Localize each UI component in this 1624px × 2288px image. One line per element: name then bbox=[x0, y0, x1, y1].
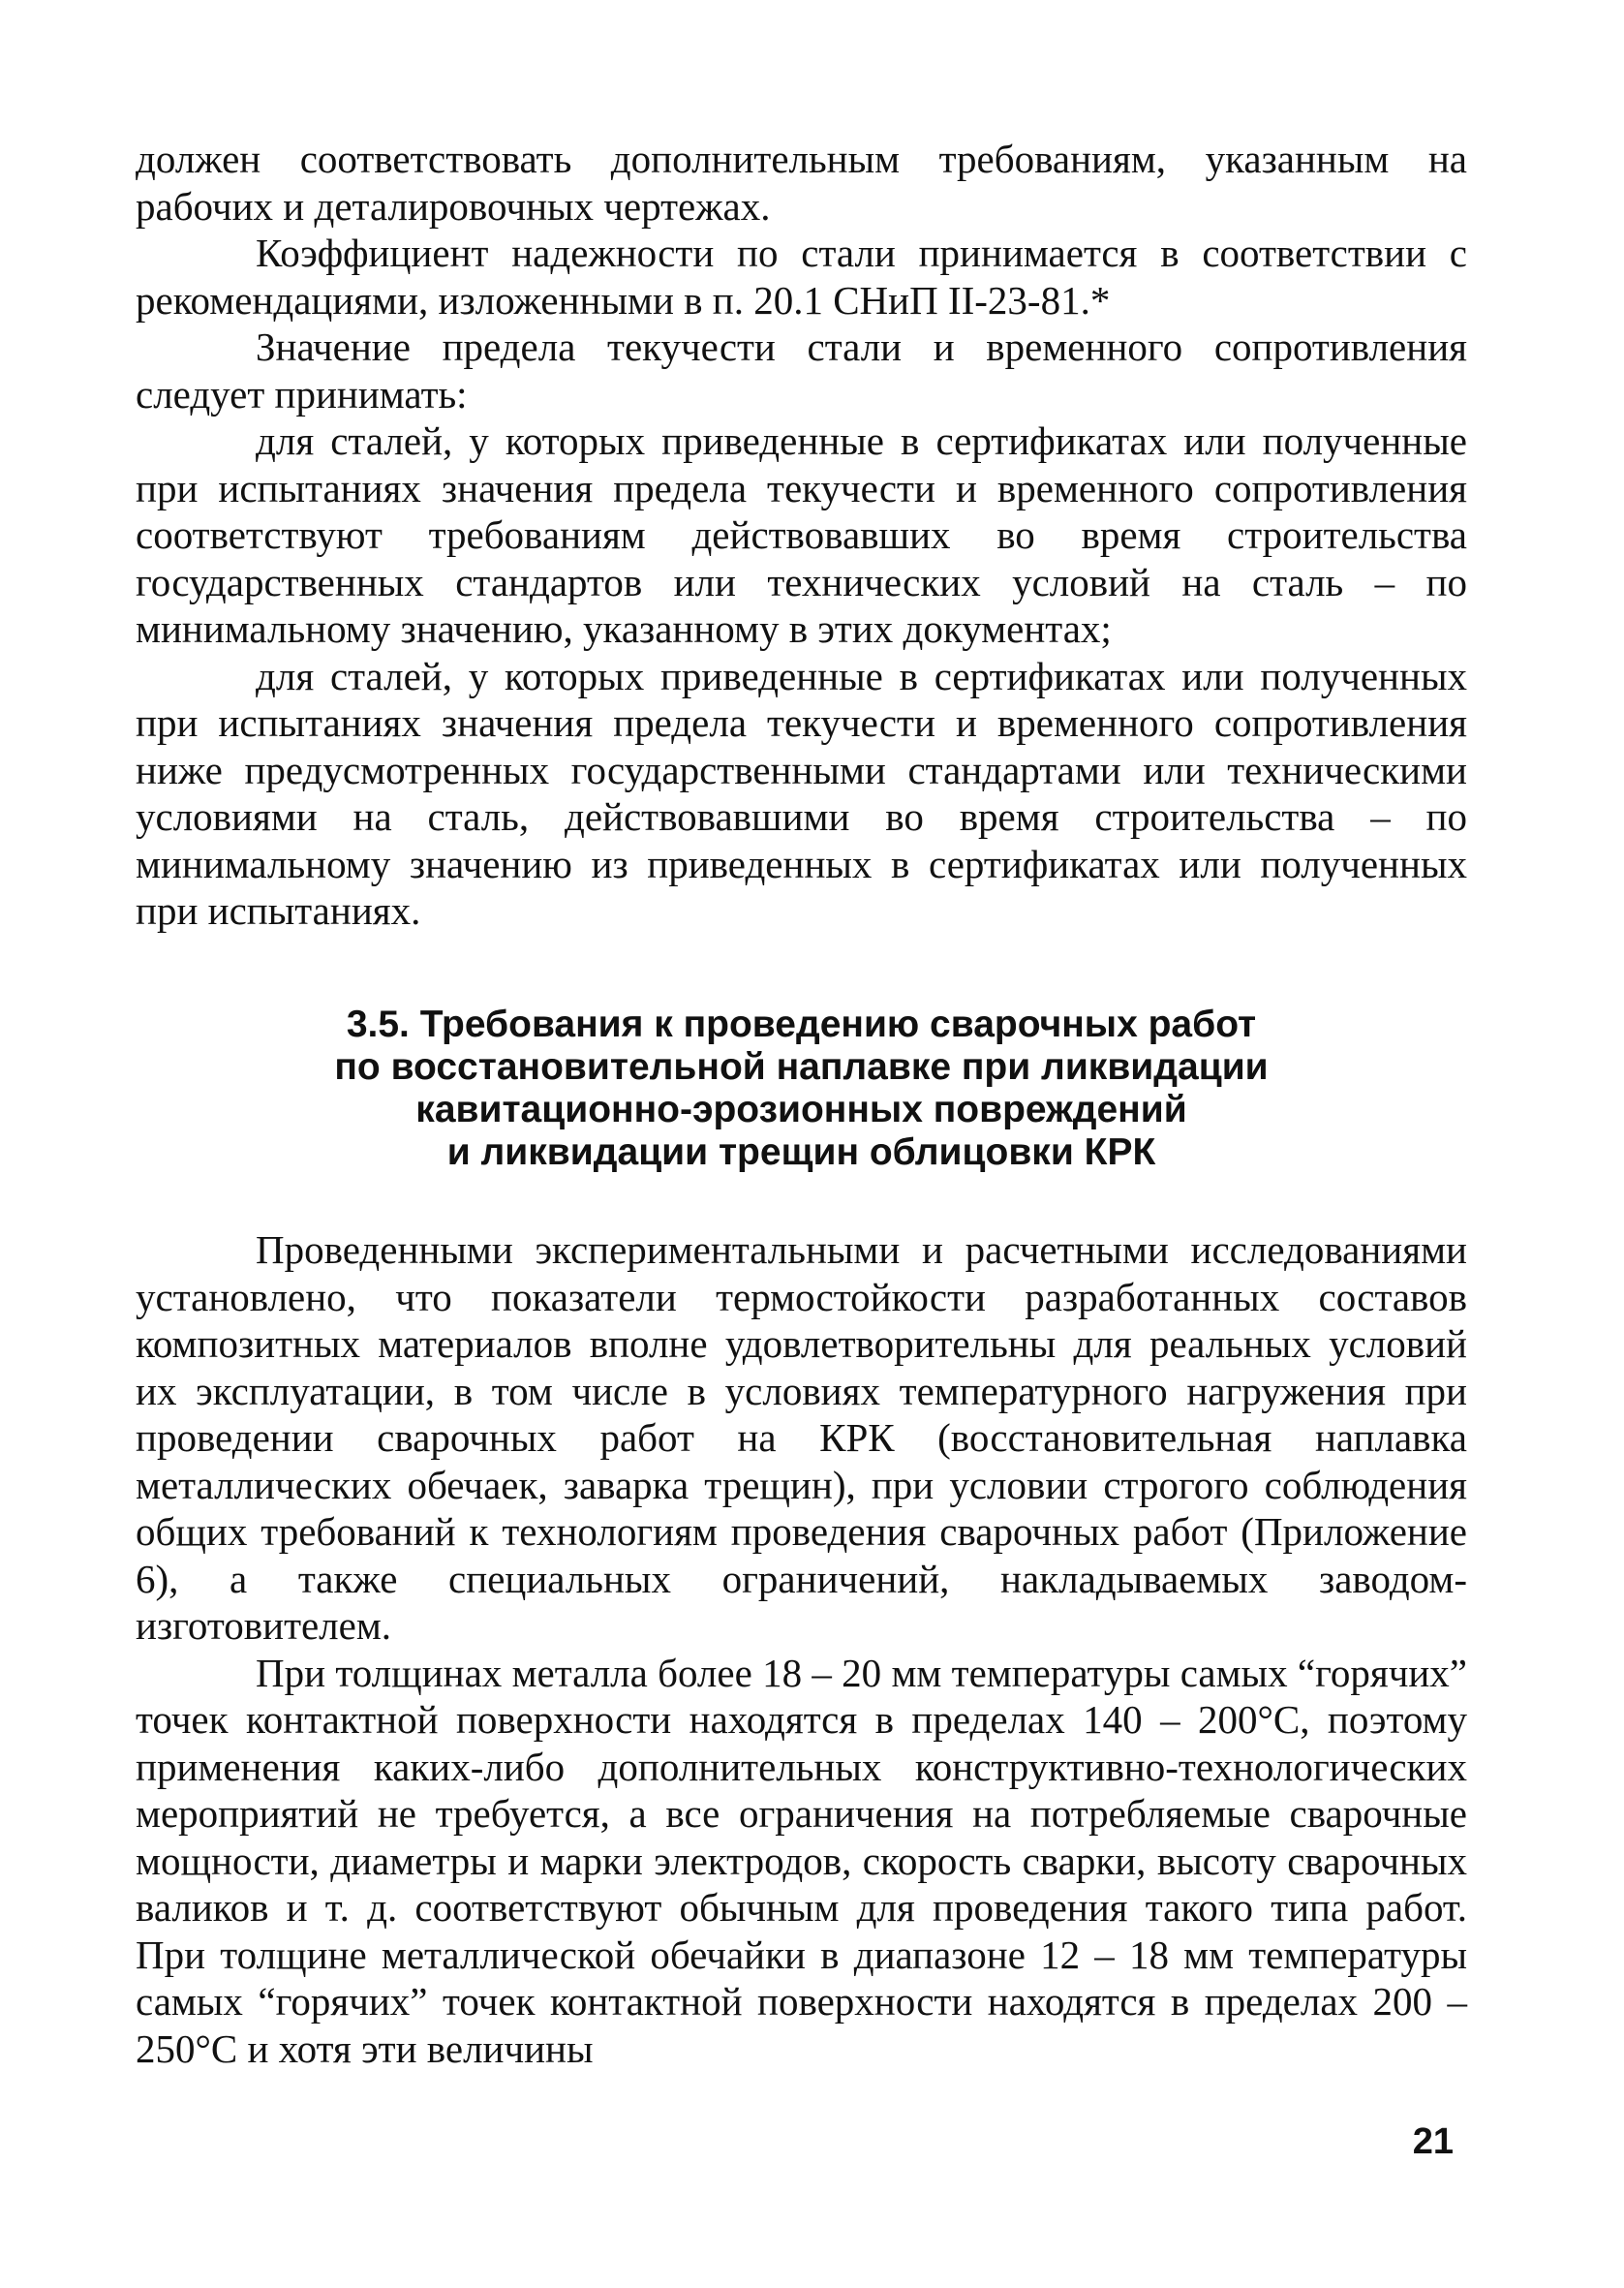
paragraph-reliability-coefficient: Коэффициент надежности по стали принимается в соответствии с рекомендациями, изложенными в п. 20.1 СНиП II-23-81.* bbox=[136, 231, 1467, 323]
paragraph-steels-compliant: для сталей, у которых приведенные в сертификатах или полученные при испытаниях значения предела текучести и временного сопротивления соответствуют требованиям действовавших во время строительства государственных стандартов или технических условий на сталь – по минимальному значению, указанному в этих документах; bbox=[136, 418, 1467, 651]
paragraph-continuation: должен соответствовать дополнительным требованиям, указанным на рабочих и деталировочных чертежах. bbox=[136, 137, 1467, 229]
section-heading bbox=[136, 1004, 1467, 1174]
section-heading-line: 3.5. Требования к проведению сварочных работ bbox=[346, 1004, 1257, 1045]
paragraph-yield-strength: Значение предела текучести стали и временного сопротивления следует принимать: bbox=[136, 325, 1467, 417]
section-heading-line: кавитационно-эрозионных повреждений bbox=[415, 1089, 1187, 1130]
text-block-top bbox=[136, 136, 1467, 935]
paragraph-research-results: Проведенными экспериментальными и расчетными исследованиями установлено, что показатели термостойкости разработанных составов композитных материалов вполне удовлетворительны для реальных условий их эксплуатации, в том числе в условиях температурного нагружения при проведении сварочных работ на КРК (восстановительная наплавка металлических обечаек, заварка трещин), при условии строгого соблюдения общих требований к технологиям проведения сварочных работ (Приложение 6), а также специальных ограничений, накладываемых заводом-изготовителем. bbox=[136, 1227, 1467, 1648]
paragraph-metal-thickness: При толщинах металла более 18 – 20 мм температуры самых “горячих” точек контактной поверхности находятся в пределах 140 – 200°С, поэтому применения каких-либо дополнительных конструктивно-технологических мероприятий не требуется, а все ограничения на потребляемые сварочные мощности, диаметры и марки электродов, скорость сварки, высоту сварочных валиков и т. д. соответствуют обычным для проведения такого типа работ. При толщине металлической обечайки в диапазоне 12 – 18 мм температуры самых “горячих” точек контактной поверхности находятся в пределах 200 – 250°С и хотя эти величины bbox=[136, 1650, 1467, 2071]
paragraph-steels-below-standard: для сталей, у которых приведенные в сертификатах или полученных при испытаниях значения предела текучести и временного сопротивления ниже предусмотренных государственными стандартами или техническими условиями на сталь, действовавшими во время строительства – по минимальному значению из приведенных в сертификатах или полученных при испытаниях. bbox=[136, 653, 1467, 933]
page-number: 21 bbox=[1412, 2121, 1454, 2162]
section-heading-line: и ликвидации трещин облицовки КРК bbox=[446, 1131, 1156, 1173]
section-heading-line: по восстановительной наплавке при ликвидации bbox=[334, 1046, 1269, 1088]
text-block-bottom bbox=[136, 1226, 1467, 2072]
